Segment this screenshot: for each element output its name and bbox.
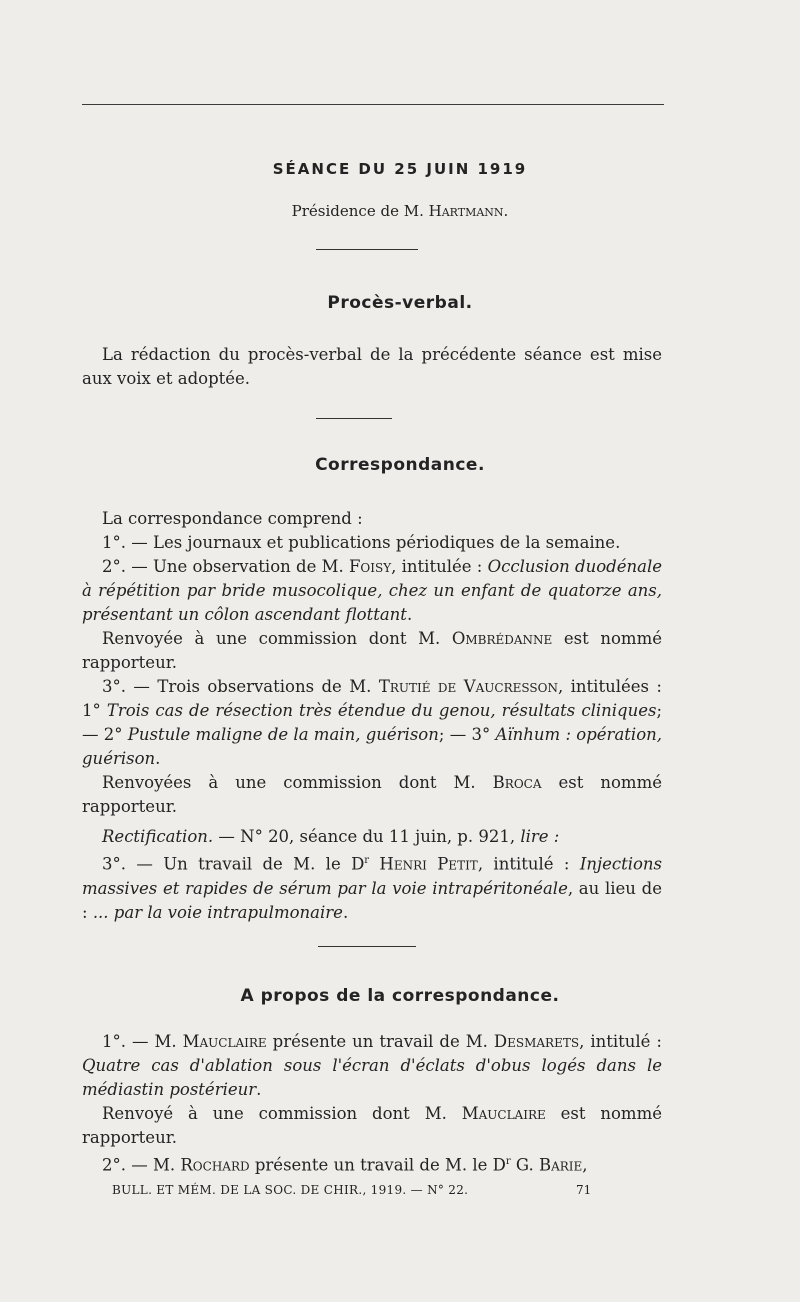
item-prefix: 3°. — Un travail de M. le D bbox=[102, 854, 365, 874]
rectification-lire: lire : bbox=[520, 827, 560, 846]
presidence-line bbox=[0, 202, 800, 220]
proces-verbal-paragraph: La rédaction du procès-verbal de la précédente séance est mise aux voix et adoptée. bbox=[82, 345, 662, 388]
author-name: Foisy bbox=[348, 557, 392, 576]
item-text: , au lieu de : bbox=[82, 878, 662, 922]
work-title: Injections massives et rapides de sérum par la voie intrapéritonéale bbox=[82, 854, 663, 898]
correspondance-body bbox=[82, 507, 662, 925]
author-name: Mauclaire bbox=[182, 1032, 267, 1051]
page-number: 71 bbox=[576, 1183, 592, 1197]
apropos-title: A propos de la correspondance. bbox=[240, 986, 560, 1006]
work-title: Quatre cas d'ablation sous l'écran d'éclats d'obus logés dans le médiastin postérieur bbox=[82, 1056, 662, 1099]
rectification-text: — N° 20, séance du 11 juin, p. 921, bbox=[213, 827, 521, 846]
top-rule bbox=[82, 104, 664, 105]
item-text: , intitulées : 1° bbox=[82, 677, 662, 720]
section-divider bbox=[316, 249, 418, 250]
correspondance-item-3 bbox=[82, 675, 662, 771]
item-prefix: 1°. — M. bbox=[102, 1032, 183, 1051]
item-prefix: 3°. — Trois observations de M. bbox=[102, 677, 379, 696]
presidence-prefix: Présidence de M. bbox=[291, 202, 429, 220]
apropos-item-1-note bbox=[82, 1102, 662, 1150]
doctor-superscript: r bbox=[364, 855, 370, 866]
seance-heading: SÉANCE DU 25 JUIN 1919 bbox=[272, 160, 528, 178]
apropos-item-1 bbox=[82, 1030, 662, 1102]
correspondance-intro: La correspondance comprend : bbox=[102, 509, 363, 528]
rapporteur-name: Broca bbox=[492, 773, 542, 792]
work-title: Pustule maligne de la main, guérison bbox=[127, 725, 439, 744]
item-text: , intitulé : bbox=[477, 854, 580, 874]
author-name: G. Barie bbox=[510, 1155, 583, 1175]
note-suffix: est nommé rapporteur. bbox=[82, 629, 662, 672]
correspondance-item-2-note bbox=[82, 627, 662, 675]
item-prefix: 2°. — M. bbox=[102, 1155, 181, 1175]
rectification bbox=[82, 825, 662, 849]
rapporteur-name: Ombrédanne bbox=[451, 629, 553, 648]
item-sep: ; — 3° bbox=[438, 725, 496, 744]
section-divider bbox=[318, 946, 416, 947]
item-end: . bbox=[155, 749, 161, 768]
author-name: Desmarets bbox=[493, 1032, 580, 1051]
presidence-suffix: . bbox=[503, 202, 509, 220]
work-title-alt: ... par la voie intrapulmonaire bbox=[92, 902, 343, 922]
note-suffix: est nommé rapporteur. bbox=[82, 773, 662, 816]
work-title: Aïnhum : opération, guérison bbox=[82, 725, 663, 768]
doctor-superscript: r bbox=[505, 1156, 511, 1167]
item-end: . bbox=[342, 902, 349, 922]
item-text: , intitulé : bbox=[579, 1032, 662, 1051]
rectification-item bbox=[82, 849, 662, 925]
item-end: . bbox=[256, 1080, 262, 1099]
note-prefix: Renvoyé à une commission dont M. bbox=[102, 1104, 462, 1123]
item-end: , bbox=[582, 1155, 588, 1175]
author-name: Rochard bbox=[180, 1155, 250, 1175]
president-name: Hartmann bbox=[428, 202, 504, 220]
note-prefix: Renvoyée à une commission dont M. bbox=[102, 629, 452, 648]
proces-verbal-text bbox=[82, 343, 662, 391]
item-end: . bbox=[406, 605, 413, 624]
note-prefix: Renvoyées à une commission dont M. bbox=[102, 773, 493, 792]
item-text: présente un travail de M. bbox=[266, 1032, 494, 1051]
correspondance-title: Correspondance. bbox=[315, 455, 485, 475]
work-title: Occlusion duodénale à répétition par bride musocolique, chez un enfant de quatorze ans, présentant un côlon ascendant flottant bbox=[82, 557, 662, 624]
item-text: présente un travail de M. le D bbox=[249, 1155, 506, 1175]
correspondance-item-3-note bbox=[82, 771, 662, 819]
apropos-body bbox=[82, 1030, 662, 1178]
author-name: Trutié de Vaucresson bbox=[378, 677, 558, 696]
author-name: Henri Petit bbox=[369, 854, 478, 874]
item-sep: ; — 2° bbox=[82, 701, 663, 744]
work-title: Trois cas de résection très étendue du genou, résultats cliniques bbox=[106, 701, 657, 720]
correspondance-item-1: 1°. — Les journaux et publications périodiques de la semaine. bbox=[102, 533, 621, 552]
footer-journal: BULL. ET MÉM. DE LA SOC. DE CHIR., 1919. — N° 22. bbox=[112, 1183, 469, 1197]
rectification-label: Rectification. bbox=[102, 827, 214, 846]
correspondance-item-2 bbox=[82, 555, 662, 627]
apropos-item-2 bbox=[82, 1150, 662, 1178]
section-divider bbox=[316, 418, 392, 419]
rapporteur-name: Mauclaire bbox=[461, 1104, 546, 1123]
item-text: , intitulée : bbox=[391, 557, 488, 576]
note-suffix: est nommé rapporteur. bbox=[82, 1104, 662, 1147]
item-prefix: 2°. — Une observation de M. bbox=[102, 557, 349, 576]
proces-verbal-title: Procès-verbal. bbox=[327, 293, 473, 313]
